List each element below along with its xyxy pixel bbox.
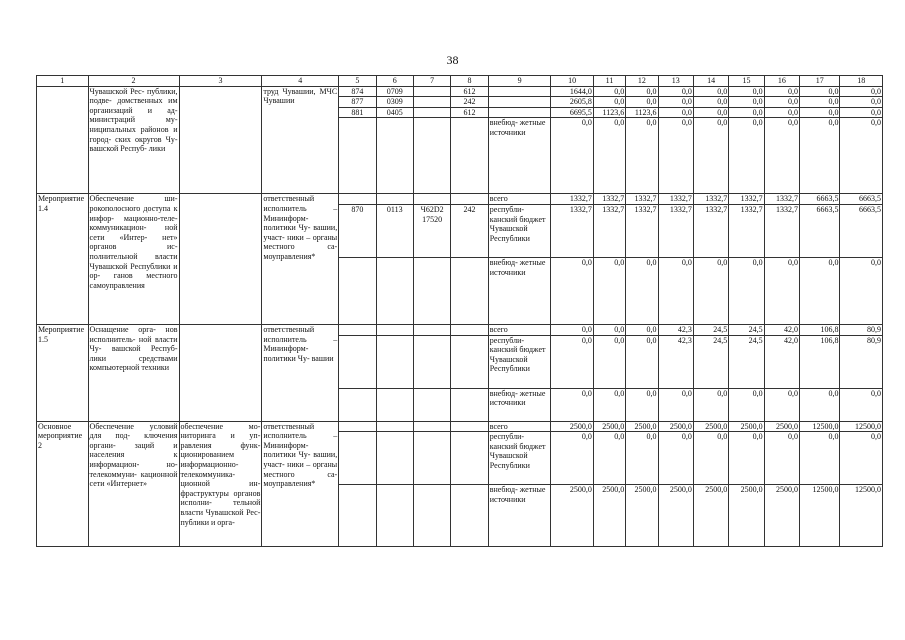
task-cell: [179, 86, 262, 194]
column-header: 15: [729, 76, 764, 87]
event-title-cell: Чувашской Рес- публики, подве- домственных им организаций и ад- министраций му- ниципальных районов и город- ских округов Чу- вашской Респуб- лики: [88, 86, 179, 194]
value-cell: 1332,7: [764, 194, 799, 205]
value-cell: 0,0: [658, 107, 693, 118]
value-cell: 0,0: [551, 335, 593, 388]
grbs-code-cell: [339, 194, 376, 205]
target-code-cell: Ч62D2 17520: [413, 204, 450, 257]
value-cell: 6663,5: [800, 204, 840, 257]
executor-cell: ответственный исполнитель – Мининформ- политики Чу- вашии: [262, 324, 339, 421]
column-header: 1: [37, 76, 89, 87]
value-cell: 0,0: [551, 118, 593, 194]
column-header: 6: [376, 76, 413, 87]
value-cell: 0,0: [658, 388, 693, 421]
expense-code-cell: 242: [451, 97, 488, 108]
column-header: 11: [593, 76, 625, 87]
target-code-cell: [413, 335, 450, 388]
source-cell: внебюд- жетные источники: [488, 485, 551, 547]
value-cell: 0,0: [593, 335, 625, 388]
value-cell: 1332,7: [626, 204, 658, 257]
value-cell: 2500,0: [626, 485, 658, 547]
source-cell: внебюд- жетные источники: [488, 388, 551, 421]
value-cell: 0,0: [593, 86, 625, 97]
grbs-code-cell: [339, 388, 376, 421]
column-header: 7: [413, 76, 450, 87]
source-cell: республи- канский бюджет Чувашской Республики: [488, 432, 551, 485]
source-cell: [488, 86, 551, 97]
value-cell: 0,0: [840, 107, 883, 118]
column-header: 13: [658, 76, 693, 87]
task-cell: обеспечение мо- ниторинга и уп- равления функ- ционированием информационно- телекоммуника- ционной ин- фраструктуры органов исполни- тельной власти Чувашской Рес- публики и орга-: [179, 421, 262, 547]
section-code-cell: [376, 388, 413, 421]
value-cell: 0,0: [800, 107, 840, 118]
task-cell: [179, 324, 262, 421]
value-cell: 0,0: [551, 257, 593, 324]
value-cell: 6663,5: [800, 194, 840, 205]
value-cell: 0,0: [764, 97, 799, 108]
value-cell: 0,0: [800, 432, 840, 485]
value-cell: 42,3: [658, 324, 693, 335]
value-cell: 0,0: [693, 257, 728, 324]
value-cell: 0,0: [593, 257, 625, 324]
value-cell: 1332,7: [626, 194, 658, 205]
executor-cell: труд Чувашии, МЧС Чувашии: [262, 86, 339, 194]
value-cell: 2605,8: [551, 97, 593, 108]
table-row: [37, 194, 883, 205]
value-cell: 0,0: [729, 118, 764, 194]
column-header: 5: [339, 76, 376, 87]
section-code-cell: 0309: [376, 97, 413, 108]
section-code-cell: [376, 257, 413, 324]
value-cell: 0,0: [626, 257, 658, 324]
value-cell: 0,0: [658, 257, 693, 324]
event-title-cell: Оснащение орга- нов исполнитель- ной власти Чу- вашской Респуб- лики средствами компьютерной техники: [88, 324, 179, 421]
grbs-code-cell: 874: [339, 86, 376, 97]
value-cell: 24,5: [693, 324, 728, 335]
value-cell: 0,0: [693, 86, 728, 97]
value-cell: 0,0: [729, 388, 764, 421]
column-header: 3: [179, 76, 262, 87]
source-cell: республи- канский бюджет Чувашской Республики: [488, 204, 551, 257]
value-cell: 0,0: [658, 118, 693, 194]
value-cell: 0,0: [729, 86, 764, 97]
grbs-code-cell: [339, 324, 376, 335]
column-header: 4: [262, 76, 339, 87]
value-cell: 42,0: [764, 324, 799, 335]
value-cell: 2500,0: [729, 421, 764, 432]
value-cell: 24,5: [729, 335, 764, 388]
source-cell: всего: [488, 194, 551, 205]
value-cell: 42,3: [658, 335, 693, 388]
target-code-cell: [413, 86, 450, 97]
expense-code-cell: [451, 432, 488, 485]
column-header: 16: [764, 76, 799, 87]
source-cell: [488, 107, 551, 118]
executor-cell: ответственный исполнитель – Мининформ- политики Чу- вашии, участ- ники – органы местного са- моуправления*: [262, 421, 339, 547]
column-header: 14: [693, 76, 728, 87]
value-cell: 1332,7: [729, 204, 764, 257]
value-cell: 0,0: [729, 97, 764, 108]
event-cell: [37, 86, 89, 194]
event-cell: Мероприятие 1.4: [37, 194, 89, 325]
section-code-cell: 0709: [376, 86, 413, 97]
source-cell: республи- канский бюджет Чувашской Республики: [488, 335, 551, 388]
value-cell: 2500,0: [593, 485, 625, 547]
grbs-code-cell: [339, 118, 376, 194]
value-cell: 0,0: [764, 432, 799, 485]
value-cell: 0,0: [729, 432, 764, 485]
value-cell: 2500,0: [658, 485, 693, 547]
value-cell: 1332,7: [551, 204, 593, 257]
value-cell: 0,0: [764, 257, 799, 324]
value-cell: 1332,7: [693, 204, 728, 257]
value-cell: 0,0: [840, 388, 883, 421]
value-cell: 0,0: [626, 432, 658, 485]
value-cell: 0,0: [658, 86, 693, 97]
target-code-cell: [413, 194, 450, 205]
value-cell: 2500,0: [551, 421, 593, 432]
value-cell: 2500,0: [693, 485, 728, 547]
column-numbers-row: [37, 76, 883, 87]
value-cell: 0,0: [593, 432, 625, 485]
value-cell: 0,0: [551, 388, 593, 421]
value-cell: 0,0: [626, 86, 658, 97]
value-cell: 0,0: [693, 118, 728, 194]
value-cell: 0,0: [840, 257, 883, 324]
value-cell: 2500,0: [729, 485, 764, 547]
value-cell: 0,0: [764, 86, 799, 97]
section-code-cell: [376, 118, 413, 194]
value-cell: 0,0: [800, 388, 840, 421]
target-code-cell: [413, 324, 450, 335]
table-row: [37, 86, 883, 97]
value-cell: 0,0: [729, 107, 764, 118]
value-cell: 0,0: [593, 97, 625, 108]
target-code-cell: [413, 485, 450, 547]
value-cell: 0,0: [800, 86, 840, 97]
value-cell: 0,0: [764, 388, 799, 421]
column-header: 9: [488, 76, 551, 87]
event-title-cell: Обеспечение условий для под- ключения органи- заций и населения к информацион- но-телекоммуни- кационной сети «Интернет»: [88, 421, 179, 547]
table-row: [37, 324, 883, 335]
table-row: [37, 421, 883, 432]
expense-code-cell: 612: [451, 86, 488, 97]
value-cell: 1332,7: [551, 194, 593, 205]
value-cell: 0,0: [764, 118, 799, 194]
value-cell: 0,0: [693, 107, 728, 118]
value-cell: 0,0: [840, 432, 883, 485]
target-code-cell: [413, 97, 450, 108]
section-code-cell: [376, 421, 413, 432]
value-cell: 0,0: [551, 324, 593, 335]
value-cell: 1123,6: [626, 107, 658, 118]
value-cell: 12500,0: [800, 485, 840, 547]
value-cell: 1332,7: [764, 204, 799, 257]
section-code-cell: [376, 324, 413, 335]
column-header: 18: [840, 76, 883, 87]
source-cell: внебюд- жетные источники: [488, 118, 551, 194]
grbs-code-cell: [339, 335, 376, 388]
source-cell: [488, 97, 551, 108]
value-cell: 0,0: [800, 257, 840, 324]
column-header: 8: [451, 76, 488, 87]
value-cell: 1332,7: [593, 204, 625, 257]
target-code-cell: [413, 432, 450, 485]
value-cell: 6663,5: [840, 194, 883, 205]
executor-cell: ответственный исполнитель – Мининформ- политики Чу- вашии, участ- ники – органы местного са- моуправления*: [262, 194, 339, 325]
target-code-cell: [413, 257, 450, 324]
grbs-code-cell: 877: [339, 97, 376, 108]
value-cell: 2500,0: [764, 485, 799, 547]
value-cell: 2500,0: [693, 421, 728, 432]
expense-code-cell: 612: [451, 107, 488, 118]
grbs-code-cell: [339, 432, 376, 485]
value-cell: 12500,0: [800, 421, 840, 432]
value-cell: 0,0: [764, 107, 799, 118]
grbs-code-cell: 870: [339, 204, 376, 257]
value-cell: 2500,0: [593, 421, 625, 432]
source-cell: всего: [488, 421, 551, 432]
value-cell: 6695,5: [551, 107, 593, 118]
value-cell: 0,0: [840, 97, 883, 108]
value-cell: 2500,0: [658, 421, 693, 432]
target-code-cell: [413, 421, 450, 432]
source-cell: внебюд- жетные источники: [488, 257, 551, 324]
column-header: 17: [800, 76, 840, 87]
expense-code-cell: [451, 335, 488, 388]
expense-code-cell: 242: [451, 204, 488, 257]
value-cell: 1332,7: [658, 194, 693, 205]
value-cell: 24,5: [693, 335, 728, 388]
grbs-code-cell: 881: [339, 107, 376, 118]
column-header: 2: [88, 76, 179, 87]
column-header: 10: [551, 76, 593, 87]
value-cell: 0,0: [658, 432, 693, 485]
expense-code-cell: [451, 485, 488, 547]
value-cell: 1332,7: [729, 194, 764, 205]
value-cell: 1123,6: [593, 107, 625, 118]
target-code-cell: [413, 107, 450, 118]
expense-code-cell: [451, 324, 488, 335]
value-cell: 106,8: [800, 324, 840, 335]
grbs-code-cell: [339, 257, 376, 324]
budget-table: [36, 75, 883, 547]
section-code-cell: [376, 432, 413, 485]
task-cell: [179, 194, 262, 325]
section-code-cell: [376, 485, 413, 547]
value-cell: 1332,7: [693, 194, 728, 205]
expense-code-cell: [451, 257, 488, 324]
value-cell: 42,0: [764, 335, 799, 388]
value-cell: 1332,7: [593, 194, 625, 205]
event-title-cell: Обеспечение ши- рокополосного доступа к инфор- мационно-теле- коммуникацион- ной сети «Интер- нет» органов ис- полнительной власти Чувашской Республики и ор- ганов местного самоуправления: [88, 194, 179, 325]
value-cell: 2500,0: [626, 421, 658, 432]
expense-code-cell: [451, 194, 488, 205]
value-cell: 0,0: [626, 118, 658, 194]
value-cell: 1644,0: [551, 86, 593, 97]
expense-code-cell: [451, 118, 488, 194]
section-code-cell: 0113: [376, 204, 413, 257]
expense-code-cell: [451, 421, 488, 432]
value-cell: 6663,5: [840, 204, 883, 257]
column-header: 12: [626, 76, 658, 87]
section-code-cell: 0405: [376, 107, 413, 118]
target-code-cell: [413, 118, 450, 194]
value-cell: 106,8: [800, 335, 840, 388]
value-cell: 0,0: [800, 118, 840, 194]
value-cell: 0,0: [800, 97, 840, 108]
section-code-cell: [376, 335, 413, 388]
value-cell: 0,0: [593, 388, 625, 421]
value-cell: 0,0: [840, 118, 883, 194]
target-code-cell: [413, 388, 450, 421]
value-cell: 24,5: [729, 324, 764, 335]
page-number: 38: [446, 53, 459, 67]
value-cell: 12500,0: [840, 421, 883, 432]
grbs-code-cell: [339, 485, 376, 547]
value-cell: 80,9: [840, 335, 883, 388]
value-cell: 12500,0: [840, 485, 883, 547]
value-cell: 2500,0: [551, 485, 593, 547]
expense-code-cell: [451, 388, 488, 421]
value-cell: 0,0: [729, 257, 764, 324]
value-cell: 0,0: [626, 324, 658, 335]
grbs-code-cell: [339, 421, 376, 432]
section-code-cell: [376, 194, 413, 205]
value-cell: 0,0: [658, 97, 693, 108]
event-cell: Мероприятие 1.5: [37, 324, 89, 421]
value-cell: 0,0: [551, 432, 593, 485]
value-cell: 0,0: [626, 335, 658, 388]
value-cell: 0,0: [593, 118, 625, 194]
value-cell: 0,0: [626, 388, 658, 421]
value-cell: 0,0: [693, 432, 728, 485]
value-cell: 0,0: [693, 388, 728, 421]
value-cell: 0,0: [840, 86, 883, 97]
value-cell: 0,0: [593, 324, 625, 335]
value-cell: 0,0: [693, 97, 728, 108]
event-cell: Основное мероприятие 2: [37, 421, 89, 547]
value-cell: 1332,7: [658, 204, 693, 257]
source-cell: всего: [488, 324, 551, 335]
value-cell: 2500,0: [764, 421, 799, 432]
value-cell: 80,9: [840, 324, 883, 335]
value-cell: 0,0: [626, 97, 658, 108]
